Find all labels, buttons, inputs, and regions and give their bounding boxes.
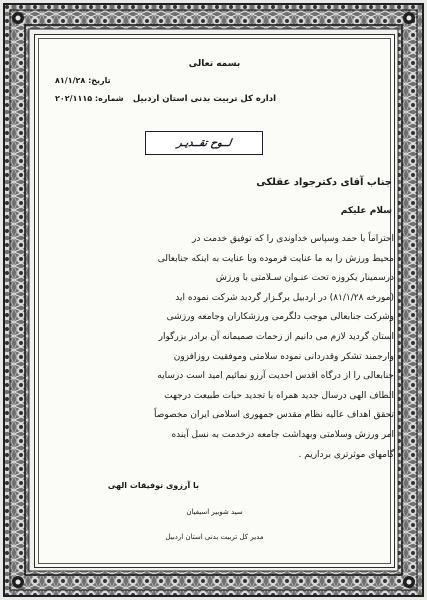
- body-line: جنابعالی را از درگاه اقدس احدیت آرزو نمائیم امید است درسایه: [157, 371, 394, 382]
- signer-title: مدیر کل تربیت بدنی استان اردبیل: [165, 533, 264, 541]
- letter-body: [52, 230, 394, 465]
- signer-name: سید شوبیر اسیفیان: [186, 508, 243, 516]
- date-value: ۸۱/۱/۲۸: [55, 76, 86, 85]
- certificate-paper: [34, 34, 395, 568]
- certificate-title: لــوح تقــدیـر: [176, 137, 232, 149]
- greeting: سلام علیکم: [340, 206, 392, 216]
- body-line: احتراماً با حمد وسپاس خداوندی را که توفیق خدمت در: [192, 234, 394, 244]
- number-value: ۲۰۲/۱۱۱۵: [55, 94, 93, 103]
- basmala-heading: بسمه تعالی: [188, 59, 241, 69]
- body-line: (مورخه ۸۱/۱/۲۸) در اردبیل برگـزار گردید شرکت نموده اید: [175, 292, 394, 303]
- closing-line: با آرزوی توفیقات الهی: [107, 481, 199, 490]
- number-label: شماره:: [94, 94, 124, 103]
- organization-name: اداره کل تربیت بدنی استان اردبیل: [132, 94, 276, 104]
- body-line: محیط ورزش را به ما عنایت فرموده وبا عنایت به اینکه جنابعالی: [157, 253, 394, 264]
- body-line: تحقق اهداف عالیه نظام مقدس جمهوری اسلامی ایران مخصوصاً: [154, 410, 394, 421]
- body-line: استان گردید لازم می دانیم از زحمات صمیمانه آن برادر بزرگوار: [158, 331, 394, 342]
- date-label: تاریخ:: [88, 76, 111, 85]
- body-line: وشرکت جنابعالی موجب دلگرمی ورزشکاران وجامعه ورزشی: [166, 312, 394, 323]
- body-line: درسمینار یکروزه تحت عنـوان سـلامتی با ورزش: [215, 273, 394, 284]
- number-line: [55, 94, 124, 103]
- body-line: گامهای موثرتری برداریم .: [298, 449, 394, 460]
- body-line: الطاف الهی درسال جدید همراه با تجدید حیات طبیعت درجهت: [164, 390, 394, 401]
- body-line: امر ورزش وسلامتی وبهداشت جامعه درخدمت به نسل آینده: [171, 429, 394, 440]
- certificate-title-box: [145, 131, 263, 155]
- addressee: جناب آقای دکترجواد عقلکی: [256, 177, 392, 188]
- date-line: [55, 76, 111, 85]
- body-line: وارجمند تشکر وقدردانی نموده سلامتی وموفقیت روزافزون: [173, 351, 394, 362]
